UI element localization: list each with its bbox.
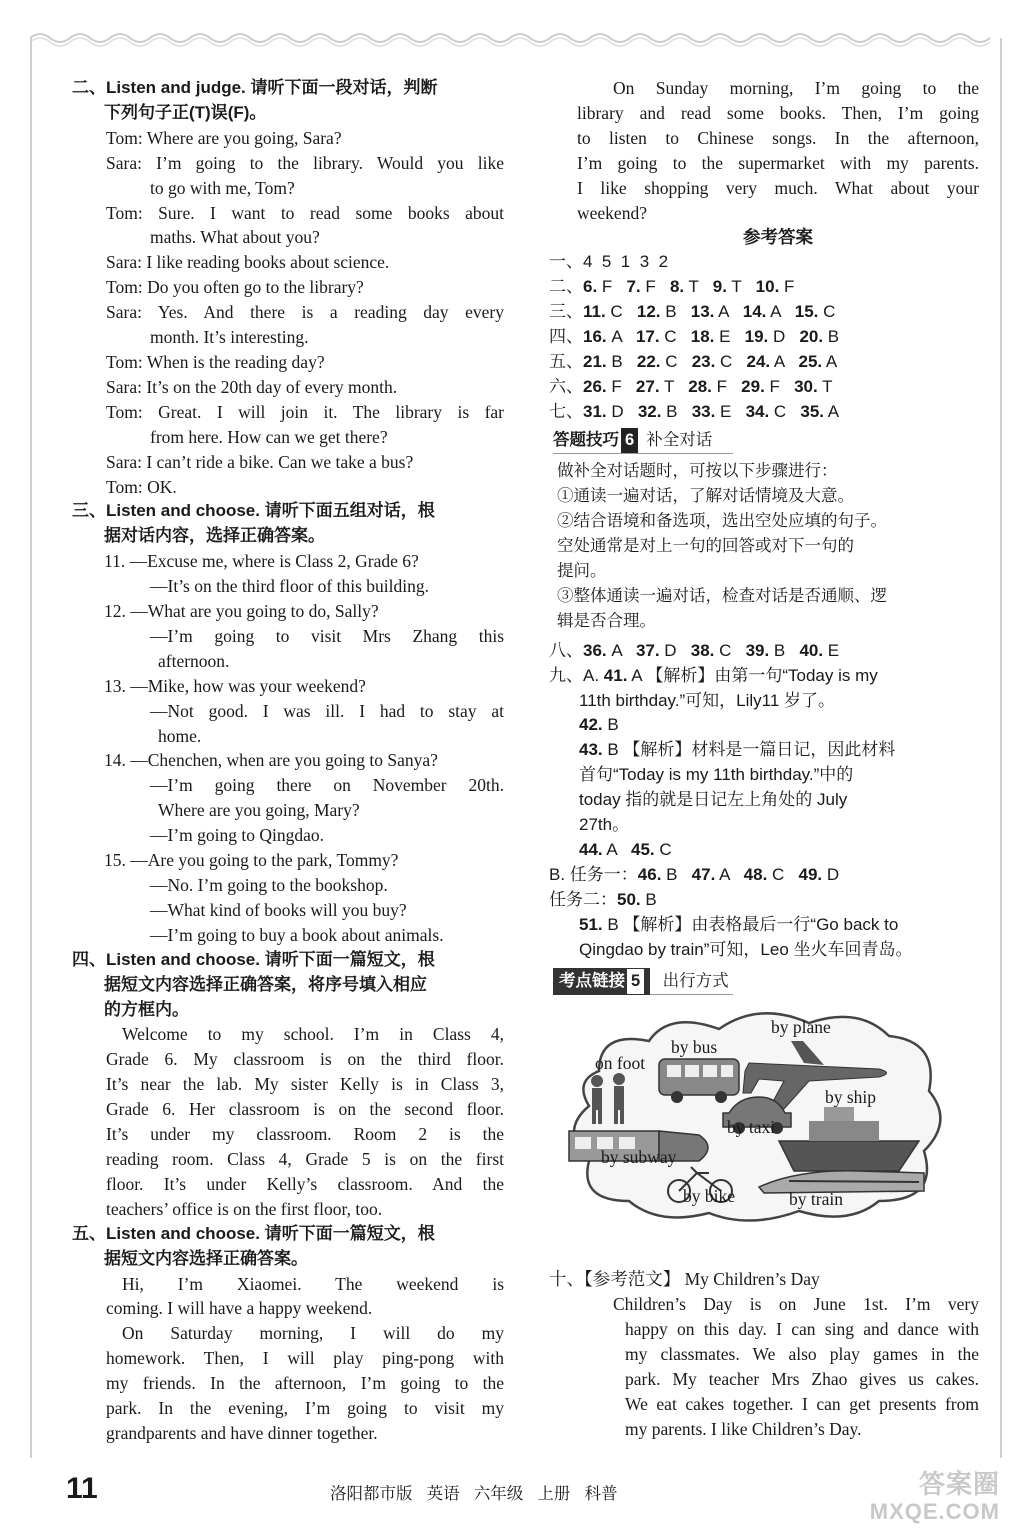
section-4-title: 四、Listen and choose. 请听下面一篇短文，根 xyxy=(72,949,435,969)
section-5-title: 五、Listen and choose. 请听下面一篇短文，根 xyxy=(72,1223,435,1243)
section-5-title-cont: 据短文内容选择正确答案。 xyxy=(104,1248,308,1268)
section-5-passage xyxy=(74,1272,504,1446)
dialogue-line: maths. What about you? xyxy=(150,227,320,248)
tip-content xyxy=(557,458,979,633)
section-4-title-cont2: 的方框内。 xyxy=(104,999,189,1019)
section-3-dialogues xyxy=(74,549,504,948)
answer-line: 五、21. B 22. C 23. C 24. A 25. A xyxy=(549,351,838,371)
passage-line: grandparents and have dinner together. xyxy=(106,1422,378,1443)
essay-line: We eat cakes together. I can get presents from xyxy=(625,1394,979,1414)
dialogue-line: to go with me, Tom? xyxy=(150,177,295,198)
footer-info: 洛阳都市版 英语 六年级 上册 科普 xyxy=(330,1484,618,1503)
label-by-bike: by bike xyxy=(683,1186,736,1207)
tip-header xyxy=(553,427,733,454)
page-number: 11 xyxy=(66,1472,98,1505)
tip-line: ③整体通读一遍对话，检查对话是否通顺、逻 xyxy=(557,585,887,605)
dialogue-line: month. It’s interesting. xyxy=(150,327,309,348)
section-3-title-cont: 据对话内容，选择正确答案。 xyxy=(104,526,325,546)
tip-line: 空处通常是对上一句的回答或对下一句的 xyxy=(557,535,854,555)
essay-line: my classmates. We also play games in the xyxy=(625,1344,979,1365)
section-3 xyxy=(74,499,504,947)
section-3-title: 三、Listen and choose. 请听下面五组对话，根 xyxy=(72,501,435,521)
passage-line: teachers’ office is on the first floor, too. xyxy=(106,1198,383,1219)
answer-line: 43. B 【解析】材料是一篇日记，因此材料 xyxy=(579,740,896,760)
answer-line: 三、11. C 12. B 13. A 14. A 15. C xyxy=(549,302,836,322)
ship-icon xyxy=(779,1141,919,1171)
link-title: 出行方式 xyxy=(662,972,729,991)
dialogue-line: —It’s on the third floor of this building. xyxy=(150,576,430,597)
answer-line: 七、31. D 32. B 33. E 34. C 35. A xyxy=(549,401,840,421)
dialogue-line: —I’m going to buy a book about animals. xyxy=(150,924,444,945)
answer-line: 首句“Today is my 11th birthday.”中的 xyxy=(579,765,854,785)
essay-body xyxy=(549,1292,979,1441)
answers-section-9 xyxy=(549,664,979,963)
link-header xyxy=(553,968,733,995)
section-2 xyxy=(74,76,504,499)
passage-line: I’m going to the supermarket with my parents. xyxy=(577,152,979,173)
dialogue-line: home. xyxy=(158,725,202,746)
dialogue-line: Tom: When is the reading day? xyxy=(106,351,325,372)
answer-line: 六、26. F 27. T 28. F 29. F 30. T xyxy=(549,376,833,396)
answer-line: 四、16. A 17. C 18. E 19. D 20. B xyxy=(549,327,840,347)
watermark-url: MXQE.COM xyxy=(869,1499,1000,1524)
label-by-plane: by plane xyxy=(771,1017,831,1038)
essay-line: happy on this day. I can sing and dance with xyxy=(625,1319,979,1340)
passage-line: It’s near the lab. My sister Kelly is in Class 3, xyxy=(106,1074,504,1095)
dialogue-line: from here. How can we get there? xyxy=(150,426,388,447)
section-2-dialogue xyxy=(74,126,504,500)
passage-line: Hi, I’m Xiaomei. The weekend is xyxy=(122,1273,504,1294)
dialogue-line: Sara: I’m going to the library. Would you like xyxy=(106,152,504,173)
watermark-logo-text: 答案圈 xyxy=(918,1469,1000,1499)
answer-line: 44. A 45. C xyxy=(579,839,672,859)
dialogue-line: —I’m going to visit Mrs Zhang this xyxy=(150,625,504,646)
passage-line: weekend? xyxy=(577,202,647,223)
section-2-title: 二、Listen and judge. 请听下面一段对话，判断 xyxy=(72,78,438,97)
label-by-train: by train xyxy=(789,1189,843,1210)
tip-line: ②结合语境和备选项，选出空处应填的句子。 xyxy=(557,510,887,530)
dialogue-line: —No. I’m going to the bookshop. xyxy=(150,875,388,895)
dialogue-line: Tom: Where are you going, Sara? xyxy=(106,127,342,148)
dialogue-line: —I’m going to Qingdao. xyxy=(150,825,325,846)
dialogue-line: —Not good. I was ill. I had to stay at xyxy=(150,700,504,721)
dialogue-line: 13. —Mike, how was your weekend? xyxy=(104,675,366,696)
passage-continued xyxy=(549,76,979,225)
essay-line: my parents. I like Children’s Day. xyxy=(625,1418,862,1439)
dialogue-line: Sara: I can’t ride a bike. Can we take a bus? xyxy=(106,451,414,472)
dialogue-line: Tom: Do you often go to the library? xyxy=(106,277,364,298)
passage-line: It’s under my classroom. Room 2 is the xyxy=(106,1124,504,1145)
passage-line: homework. Then, I will play ping-pong with xyxy=(106,1348,504,1369)
passage-line: On Sunday morning, I’m going to the xyxy=(613,78,979,98)
section-4-title-cont: 据短文内容选择正确答案，将序号填入相应 xyxy=(104,974,427,994)
watermark xyxy=(870,1470,1000,1526)
dialogue-line: —What kind of books will you buy? xyxy=(150,899,407,920)
tip-line: 提问。 xyxy=(557,560,607,580)
right-column xyxy=(549,76,979,1442)
answer-line: 二、6. F 7. F 8. T 9. T 10. F xyxy=(549,277,795,297)
answer-line: 九、A. 41. A 【解析】由第一句“Today is my xyxy=(549,665,878,685)
tip-label: 答题技巧 xyxy=(553,430,619,449)
answer-line: B. 任务一：46. B 47. A 48. C 49. D xyxy=(549,864,840,884)
answer-line: 27th。 xyxy=(579,815,630,835)
passage-line: On Saturday morning, I will do my xyxy=(122,1323,504,1344)
section-4-passage xyxy=(74,1022,504,1221)
passage-line: my friends. In the afternoon, I’m going to the xyxy=(106,1373,504,1394)
tip-line: 做补全对话题时，可按以下步骤进行： xyxy=(557,460,838,480)
passage-line: library and read some books. Then, I’m going xyxy=(577,102,979,123)
link-number: 5 xyxy=(627,969,644,994)
dialogue-line: Sara: I like reading books about science. xyxy=(106,252,390,273)
page-footer xyxy=(30,1470,998,1510)
essay-line: park. My teacher Mrs Zhao gives us cakes. xyxy=(625,1369,979,1390)
label-by-subway: by subway xyxy=(601,1147,677,1168)
label-by-taxi: by taxi xyxy=(727,1117,776,1138)
passage-line: reading room. Class 4, Grade 5 is on the first xyxy=(106,1148,504,1169)
tip-line: ①通读一遍对话，了解对话情境及大意。 xyxy=(557,485,854,505)
transport-illustration xyxy=(559,1001,959,1231)
label-on-foot: on foot xyxy=(595,1053,646,1074)
passage-line: Grade 6. My classroom is on the third floor. xyxy=(106,1049,504,1070)
answers-section-8: 八、36. A 37. D 38. C 39. B 40. E xyxy=(549,640,840,660)
passage-line: Welcome to my school. I’m in Class 4, xyxy=(122,1024,504,1045)
passage-line: I like shopping very much. What about your xyxy=(577,177,979,198)
dialogue-line: 11. —Excuse me, where is Class 2, Grade 6? xyxy=(104,551,419,572)
dialogue-line: 15. —Are you going to the park, Tommy? xyxy=(104,850,399,871)
label-by-bus: by bus xyxy=(671,1037,718,1058)
dialogue-line: —I’m going there on November 20th. xyxy=(150,775,504,796)
answer-line: 51. B 【解析】由表格最后一行“Go back to xyxy=(579,914,899,934)
dialogue-line: Tom: Sure. I want to read some books about xyxy=(106,202,504,223)
dialogue-line: afternoon. xyxy=(158,650,230,671)
passage-line: floor. It’s under Kelly’s classroom. And the xyxy=(106,1173,504,1194)
passage-line: to listen to Chinese songs. In the afternoon, xyxy=(577,127,979,148)
passage-line: Grade 6. Her classroom is on the second floor. xyxy=(106,1099,504,1120)
dialogue-line: Where are you going, Mary? xyxy=(158,800,360,821)
dialogue-line: Tom: Great. I will join it. The library is far xyxy=(106,401,504,422)
tip-title: 补全对话 xyxy=(646,430,713,449)
dialogue-line: 12. —What are you going to do, Sally? xyxy=(104,601,379,622)
left-column xyxy=(74,76,504,1446)
passage-line: park. In the evening, I’m going to visit my xyxy=(106,1398,504,1419)
section-4 xyxy=(74,948,504,1222)
passage-line: coming. I will have a happy weekend. xyxy=(106,1298,373,1319)
answer-line: 任务二：50. B xyxy=(549,889,657,909)
dialogue-line: 14. —Chenchen, when are you going to Sanya? xyxy=(104,750,438,771)
answer-list xyxy=(549,250,979,424)
tip-line: 辑是否合理。 xyxy=(557,610,656,630)
section-5 xyxy=(74,1222,504,1446)
tip-number: 6 xyxy=(621,428,638,453)
link-label: 考点链接 xyxy=(559,972,625,991)
essay-heading: 十、【参考范文】 My Children’s Day xyxy=(549,1269,820,1290)
section-2-title-cont: 下列句子正(T)误(F)。 xyxy=(104,102,267,122)
dialogue-line: Tom: OK. xyxy=(106,476,177,497)
dialogue-line: Sara: It’s on the 20th day of every month. xyxy=(106,376,398,397)
label-by-ship: by ship xyxy=(825,1087,877,1108)
dialogue-line: Sara: Yes. And there is a reading day every xyxy=(106,302,504,323)
essay-line: Children’s Day is on June 1st. I’m very xyxy=(613,1294,979,1315)
answer-line: 42. B xyxy=(579,715,619,735)
answer-line: 一、4 5 1 3 2 xyxy=(549,252,669,272)
answer-title: 参考答案 xyxy=(743,227,813,248)
answer-line: Qingdao by train”可知，Leo 坐火车回青岛。 xyxy=(579,939,913,959)
answer-line: 11th birthday.”可知，Lily11 岁了。 xyxy=(579,690,836,710)
answer-line: today 指的就是日记左上角处的 July xyxy=(579,790,848,810)
